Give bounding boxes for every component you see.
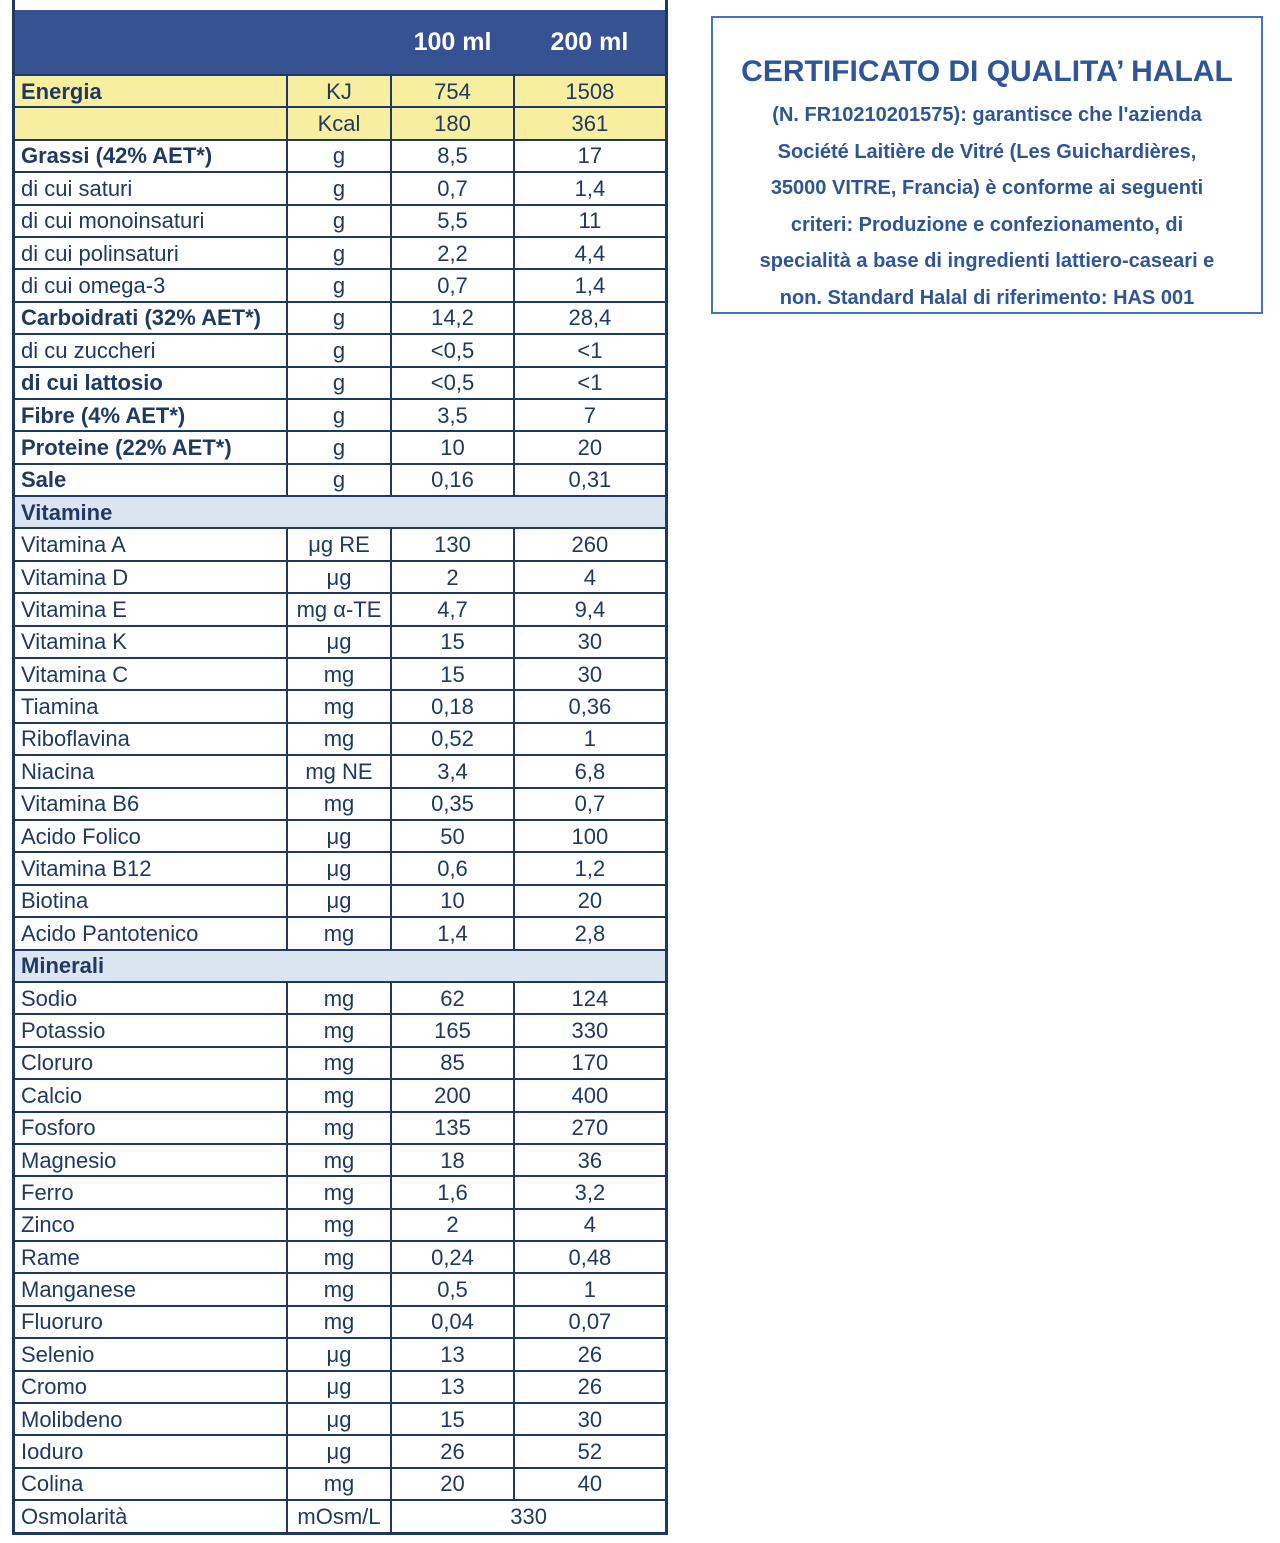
header-100ml: 100 ml: [391, 10, 514, 75]
unit-cell: mg: [287, 1079, 391, 1111]
value-100ml-cell: 14,2: [391, 302, 514, 334]
table-row: [14, 885, 667, 917]
row-label: Vitamina K: [14, 626, 287, 658]
value-100ml-cell: 180: [391, 107, 514, 139]
value-100ml-cell: 15: [391, 1403, 514, 1435]
value-200ml-cell: 20: [514, 431, 667, 463]
certificate-body-line: criteri: Produzione e confezionamento, di: [790, 213, 1184, 236]
unit-cell: mg α-TE: [287, 593, 391, 625]
unit-cell: g: [287, 172, 391, 204]
value-100ml-cell: 18: [391, 1144, 514, 1176]
value-100ml-cell: 0,6: [391, 852, 514, 884]
row-label: di cui omega-3: [14, 269, 287, 301]
certificate-body-line: Société Laitière de Vitré (Les Guichardières,: [777, 140, 1197, 163]
row-label: di cui polinsaturi: [14, 237, 287, 269]
value-200ml-cell: 26: [514, 1371, 667, 1403]
value-merged-cell: 330: [391, 1500, 666, 1533]
value-200ml-cell: 52: [514, 1435, 667, 1467]
row-label: Selenio: [14, 1338, 287, 1370]
table-row: [14, 1338, 667, 1370]
value-100ml-cell: 0,24: [391, 1241, 514, 1273]
value-100ml-cell: <0,5: [391, 334, 514, 366]
row-label: di cu zuccheri: [14, 334, 287, 366]
value-100ml-cell: 15: [391, 658, 514, 690]
table-row: [14, 1144, 667, 1176]
unit-cell: mg: [287, 1047, 391, 1079]
unit-cell: mg: [287, 1241, 391, 1273]
value-100ml-cell: 62: [391, 982, 514, 1014]
value-200ml-cell: 0,31: [514, 464, 667, 496]
table-row: [14, 367, 667, 399]
table-row: [14, 1014, 667, 1046]
table-row: [14, 334, 667, 366]
row-label: Tiamina: [14, 690, 287, 722]
row-label: Zinco: [14, 1209, 287, 1241]
value-100ml-cell: 13: [391, 1338, 514, 1370]
unit-cell: g: [287, 237, 391, 269]
value-200ml-cell: 2,8: [514, 917, 667, 949]
table-row: [14, 1079, 667, 1111]
table-row: [14, 302, 667, 334]
value-100ml-cell: 3,5: [391, 399, 514, 431]
unit-cell: g: [287, 334, 391, 366]
table-row: [14, 593, 667, 625]
row-label: [14, 107, 287, 139]
row-label: Vitamina D: [14, 561, 287, 593]
value-200ml-cell: <1: [514, 367, 667, 399]
table-row: [14, 1241, 667, 1273]
certificate-body-line: specialità a base di ingredienti lattiero-caseari e: [759, 250, 1215, 272]
value-200ml-cell: 4: [514, 1209, 667, 1241]
value-100ml-cell: 2,2: [391, 237, 514, 269]
certificate-box: [711, 16, 1263, 314]
unit-cell: mg: [287, 1306, 391, 1338]
value-200ml-cell: 11: [514, 205, 667, 237]
row-label: Rame: [14, 1241, 287, 1273]
table-row: [14, 982, 667, 1014]
row-label: Ioduro: [14, 1435, 287, 1467]
unit-cell: μg: [287, 626, 391, 658]
value-200ml-cell: 0,7: [514, 788, 667, 820]
unit-cell: μg: [287, 1338, 391, 1370]
row-label: Vitamina B12: [14, 852, 287, 884]
value-200ml-cell: 9,4: [514, 593, 667, 625]
section-label: Minerali: [14, 950, 667, 982]
value-100ml-cell: 1,4: [391, 917, 514, 949]
row-label: Biotina: [14, 885, 287, 917]
header-200ml: 200 ml: [514, 10, 667, 75]
value-200ml-cell: 260: [514, 528, 667, 560]
unit-cell: g: [287, 464, 391, 496]
unit-cell: mg: [287, 1014, 391, 1046]
unit-cell: mg: [287, 917, 391, 949]
value-200ml-cell: 30: [514, 658, 667, 690]
table-row: [14, 172, 667, 204]
table-row: [14, 205, 667, 237]
nutrition-table: [12, 0, 668, 1535]
value-100ml-cell: 10: [391, 885, 514, 917]
unit-cell: μg: [287, 885, 391, 917]
value-100ml-cell: 5,5: [391, 205, 514, 237]
section-label: Vitamine: [14, 496, 667, 528]
table-row: [14, 1273, 667, 1305]
value-100ml-cell: 20: [391, 1468, 514, 1500]
unit-cell: μg: [287, 852, 391, 884]
value-100ml-cell: 0,52: [391, 723, 514, 755]
row-label: Magnesio: [14, 1144, 287, 1176]
value-200ml-cell: 4: [514, 561, 667, 593]
table-row: [14, 1176, 667, 1208]
unit-cell: g: [287, 205, 391, 237]
row-label: Riboflavina: [14, 723, 287, 755]
row-label: di cui monoinsaturi: [14, 205, 287, 237]
row-label: Grassi (42% AET*): [14, 140, 287, 172]
table-row: [14, 140, 667, 172]
value-200ml-cell: 1508: [514, 75, 667, 107]
unit-cell: mOsm/L: [287, 1500, 391, 1533]
value-100ml-cell: 0,16: [391, 464, 514, 496]
value-200ml-cell: 17: [514, 140, 667, 172]
value-200ml-cell: 1: [514, 723, 667, 755]
value-100ml-cell: 10: [391, 431, 514, 463]
value-100ml-cell: 200: [391, 1079, 514, 1111]
table-row: [14, 1500, 667, 1533]
row-label: Molibdeno: [14, 1403, 287, 1435]
row-label: Vitamina B6: [14, 788, 287, 820]
table-row: [14, 917, 667, 949]
certificate-body: [713, 97, 1261, 316]
table-row: [14, 399, 667, 431]
value-200ml-cell: 0,48: [514, 1241, 667, 1273]
value-100ml-cell: 2: [391, 561, 514, 593]
row-label: Fosforo: [14, 1112, 287, 1144]
row-label: Osmolarità: [14, 1500, 287, 1533]
table-row: [14, 1468, 667, 1500]
value-100ml-cell: 0,35: [391, 788, 514, 820]
row-label: Vitamina A: [14, 528, 287, 560]
unit-cell: mg: [287, 723, 391, 755]
section-row: [14, 496, 667, 528]
value-200ml-cell: 4,4: [514, 237, 667, 269]
unit-cell: mg: [287, 982, 391, 1014]
unit-cell: Kcal: [287, 107, 391, 139]
table-row: [14, 561, 667, 593]
value-100ml-cell: 0,18: [391, 690, 514, 722]
value-100ml-cell: 0,7: [391, 269, 514, 301]
unit-cell: μg: [287, 1403, 391, 1435]
nutrition-table-container: [12, 0, 668, 1535]
table-row: [14, 269, 667, 301]
row-label: Fluoruro: [14, 1306, 287, 1338]
unit-cell: μg RE: [287, 528, 391, 560]
unit-cell: mg: [287, 1273, 391, 1305]
value-200ml-cell: 270: [514, 1112, 667, 1144]
table-row: [14, 1371, 667, 1403]
row-label: Fibre (4% AET*): [14, 399, 287, 431]
unit-cell: mg: [287, 658, 391, 690]
value-200ml-cell: 400: [514, 1079, 667, 1111]
value-100ml-cell: 2: [391, 1209, 514, 1241]
value-100ml-cell: 0,7: [391, 172, 514, 204]
unit-cell: g: [287, 140, 391, 172]
value-100ml-cell: 135: [391, 1112, 514, 1144]
value-200ml-cell: 30: [514, 1403, 667, 1435]
table-row: [14, 1112, 667, 1144]
table-row: [14, 1403, 667, 1435]
table-row: [14, 820, 667, 852]
value-200ml-cell: 0,36: [514, 690, 667, 722]
value-100ml-cell: 8,5: [391, 140, 514, 172]
value-100ml-cell: 3,4: [391, 755, 514, 787]
certificate-body-line: (N. FR10210201575): garantisce che l'azienda: [772, 104, 1202, 126]
table-row: [14, 75, 667, 107]
value-100ml-cell: 1,6: [391, 1176, 514, 1208]
row-label: Niacina: [14, 755, 287, 787]
value-100ml-cell: 85: [391, 1047, 514, 1079]
section-row: [14, 950, 667, 982]
value-200ml-cell: 1: [514, 1273, 667, 1305]
row-label: Cromo: [14, 1371, 287, 1403]
table-row: [14, 464, 667, 496]
table-row: [14, 1209, 667, 1241]
unit-cell: μg: [287, 820, 391, 852]
value-100ml-cell: 754: [391, 75, 514, 107]
table-row: [14, 237, 667, 269]
value-200ml-cell: 100: [514, 820, 667, 852]
value-200ml-cell: 1,4: [514, 269, 667, 301]
value-100ml-cell: 4,7: [391, 593, 514, 625]
value-100ml-cell: 15: [391, 626, 514, 658]
value-100ml-cell: 13: [391, 1371, 514, 1403]
value-200ml-cell: 40: [514, 1468, 667, 1500]
value-200ml-cell: 7: [514, 399, 667, 431]
unit-cell: μg: [287, 561, 391, 593]
row-label: Potassio: [14, 1014, 287, 1046]
unit-cell: mg: [287, 690, 391, 722]
value-200ml-cell: 3,2: [514, 1176, 667, 1208]
unit-cell: μg: [287, 1435, 391, 1467]
table-row: [14, 690, 667, 722]
value-100ml-cell: 26: [391, 1435, 514, 1467]
unit-cell: mg NE: [287, 755, 391, 787]
value-100ml-cell: 165: [391, 1014, 514, 1046]
row-label: di cui lattosio: [14, 367, 287, 399]
unit-cell: mg: [287, 1468, 391, 1500]
row-label: Sodio: [14, 982, 287, 1014]
row-label: Vitamina E: [14, 593, 287, 625]
value-200ml-cell: 361: [514, 107, 667, 139]
unit-cell: mg: [287, 1176, 391, 1208]
row-label: Calcio: [14, 1079, 287, 1111]
certificate-body-line: non. Standard Halal di riferimento: HAS 001: [779, 286, 1195, 309]
value-100ml-cell: 130: [391, 528, 514, 560]
unit-cell: g: [287, 431, 391, 463]
value-200ml-cell: 36: [514, 1144, 667, 1176]
unit-cell: g: [287, 302, 391, 334]
row-label: Ferro: [14, 1176, 287, 1208]
unit-cell: mg: [287, 1144, 391, 1176]
row-label: Manganese: [14, 1273, 287, 1305]
row-label: Colina: [14, 1468, 287, 1500]
table-row: [14, 107, 667, 139]
value-200ml-cell: 20: [514, 885, 667, 917]
unit-cell: μg: [287, 1371, 391, 1403]
table-row: [14, 723, 667, 755]
unit-cell: mg: [287, 1112, 391, 1144]
row-label: Acido Folico: [14, 820, 287, 852]
certificate-title: CERTIFICATO DI QUALITA’ HALAL: [741, 55, 1233, 88]
unit-cell: mg: [287, 788, 391, 820]
table-row: [14, 1306, 667, 1338]
value-200ml-cell: <1: [514, 334, 667, 366]
value-200ml-cell: 6,8: [514, 755, 667, 787]
row-label: Sale: [14, 464, 287, 496]
table-row: [14, 431, 667, 463]
value-200ml-cell: 1,4: [514, 172, 667, 204]
unit-cell: g: [287, 269, 391, 301]
table-top-spacer: [14, 0, 667, 10]
value-100ml-cell: 0,04: [391, 1306, 514, 1338]
table-row: [14, 755, 667, 787]
header-empty-cell: [14, 10, 392, 75]
table-row: [14, 788, 667, 820]
table-row: [14, 528, 667, 560]
value-200ml-cell: 26: [514, 1338, 667, 1370]
table-row: [14, 626, 667, 658]
unit-cell: mg: [287, 1209, 391, 1241]
row-label: Proteine (22% AET*): [14, 431, 287, 463]
certificate-body-line: 35000 VITRE, Francia) è conforme ai seguenti: [770, 177, 1204, 199]
value-200ml-cell: 0,07: [514, 1306, 667, 1338]
table-row: [14, 658, 667, 690]
table-row: [14, 852, 667, 884]
table-row: [14, 1047, 667, 1079]
row-label: di cui saturi: [14, 172, 287, 204]
unit-cell: g: [287, 399, 391, 431]
row-label: Cloruro: [14, 1047, 287, 1079]
value-200ml-cell: 1,2: [514, 852, 667, 884]
row-label: Energia: [14, 75, 287, 107]
value-200ml-cell: 330: [514, 1014, 667, 1046]
value-200ml-cell: 124: [514, 982, 667, 1014]
value-100ml-cell: 0,5: [391, 1273, 514, 1305]
row-label: Vitamina C: [14, 658, 287, 690]
value-100ml-cell: 50: [391, 820, 514, 852]
table-header-row: [14, 10, 667, 75]
unit-cell: g: [287, 367, 391, 399]
value-200ml-cell: 30: [514, 626, 667, 658]
value-200ml-cell: 170: [514, 1047, 667, 1079]
value-200ml-cell: 28,4: [514, 302, 667, 334]
unit-cell: KJ: [287, 75, 391, 107]
row-label: Acido Pantotenico: [14, 917, 287, 949]
table-row: [14, 1435, 667, 1467]
value-100ml-cell: <0,5: [391, 367, 514, 399]
row-label: Carboidrati (32% AET*): [14, 302, 287, 334]
